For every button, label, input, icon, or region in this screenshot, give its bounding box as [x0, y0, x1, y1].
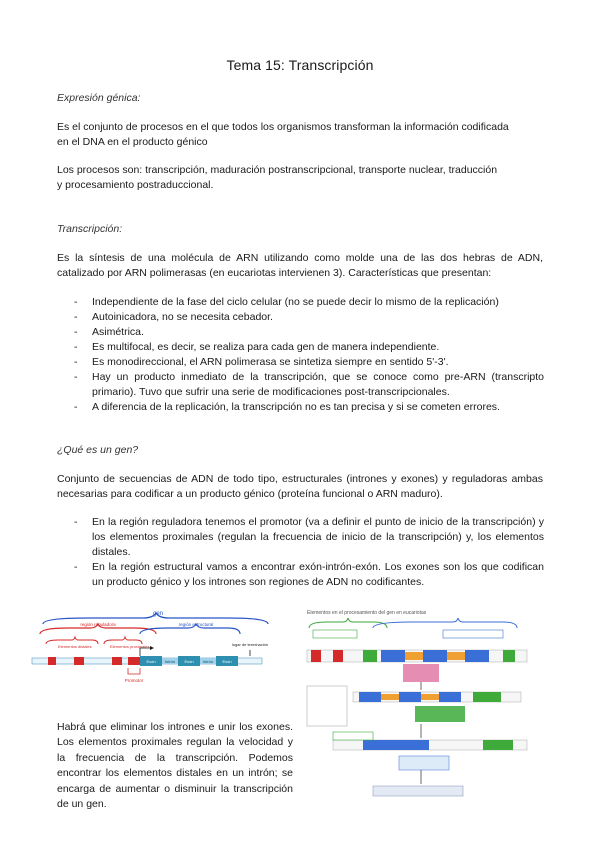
exon-block: [363, 740, 385, 750]
note-box: [307, 686, 347, 726]
section-heading-expresion: Expresión génica:: [57, 92, 141, 104]
exon-block: [381, 650, 405, 662]
polymerase-box: [403, 664, 439, 682]
element-block: [311, 650, 321, 662]
exon-block: [385, 740, 407, 750]
proximal-brace: [104, 637, 142, 644]
distal-element-block: [74, 657, 84, 665]
exon-block: [423, 650, 447, 662]
exon-label: Exón: [146, 659, 156, 664]
distal-element-block: [48, 657, 56, 665]
exon-block: [407, 740, 429, 750]
paragraph-transcripcion-intro: Es la síntesis de una molécula de ARN utilizando como molde una de las dos hebras de ADN, catalizado por ARN polimerasas (en eucariotas intervienen 3). Características que presentan:: [57, 252, 543, 279]
gen-label: gen: [152, 611, 164, 617]
tail-block: [473, 692, 501, 702]
exon-block: [399, 692, 421, 702]
exon-block: [439, 692, 461, 702]
paragraph-gen-intro: Conjunto de secuencias de ADN de todo tipo, estructurales (intrones y exones) y reguladoras ambas necesarias para codificar a un producto génico (proteína funcional o ARN maduro).: [57, 473, 543, 500]
section-heading-transcripcion: Transcripción:: [57, 223, 123, 235]
distal-brace: [46, 637, 98, 644]
label-box: [313, 630, 357, 638]
svg-text:Intrón: Intrón: [202, 659, 214, 664]
list-item: - A diferencia de la replicación, la transcripción no es tan precisa y si se cometen errores.: [74, 400, 544, 415]
intron-block: [447, 652, 465, 660]
list-item: - Es multifocal, es decir, se realiza para cada gen de manera independiente.: [74, 340, 544, 355]
list-transcripcion-caracteristicas: [74, 295, 544, 415]
paragraph-side-text: Habrá que eliminar los intrones e unir los exones. Los elementos proximales regulan la velocidad y la frecuencia de la transcripción. Podemos encontrar los elementos distales en un intrón; se encarga de aumentar o disminuir la transcripción de un gen.: [57, 721, 293, 811]
list-item: - En la región estructural vamos a encontrar exón-intrón-exón. Los exones son los que codifican un producto génico y los intrones son regiones de ADN no codificantes.: [74, 560, 544, 590]
proximal-element-block: [112, 657, 122, 665]
list-item: - Autoinicadora, no se necesita cebador.: [74, 310, 544, 325]
list-item: - Independiente de la fase del ciclo celular (no se puede decir lo mismo de la replicación): [74, 295, 544, 310]
distal-label: Elementos distales: [58, 644, 92, 649]
list-gen-regiones: [74, 515, 544, 590]
transcription-start-arrow: [140, 648, 150, 656]
promoter-block: [128, 657, 140, 665]
intron-block: [421, 694, 439, 700]
section-heading-gen: ¿Qué es un gen?: [57, 444, 139, 456]
svg-text:Exón: Exón: [222, 659, 232, 664]
regulatory-label: región reguladora: [80, 622, 116, 627]
promoter-block: [363, 650, 377, 662]
tail-block: [483, 740, 513, 750]
gene-processing-figure: [303, 606, 543, 802]
regulatory-brace: [309, 618, 387, 628]
termination-label: lugar de terminación: [231, 642, 269, 647]
list-item: - Hay un producto inmediato de la transcripción, que se conoce como pre-ARN (transcripto primario). Tuvo que sufrir una serie de modificaciones post-transcripcionales.: [74, 370, 544, 400]
label-box: [333, 732, 373, 740]
figure-title: Elementos en el procesamiento del gen en eucariotas: [307, 610, 427, 616]
paragraph-expresion-procesos: Los procesos son: transcripción, maduración postranscripcional, transporte nuclear, traducción y procesamiento postraduccional.: [57, 164, 498, 191]
list-item: - Es monodireccional, el ARN polimerasa se sintetiza siempre en sentido 5'-3'.: [74, 355, 544, 370]
svg-text:Exón: Exón: [184, 659, 194, 664]
gene-structure-figure: [28, 610, 280, 690]
processing-box: [415, 706, 465, 722]
exon-block: [465, 650, 489, 662]
exon-block: [359, 692, 381, 702]
promoter-label: Promotor: [124, 678, 144, 683]
page-title: Tema 15: Transcripción: [226, 57, 374, 73]
label-box: [443, 630, 503, 638]
terminator-block: [503, 650, 515, 662]
intron-block: [405, 652, 423, 660]
gene-brace: [373, 618, 517, 628]
intron-label: Intrón: [164, 659, 176, 664]
proximal-label: Elementos proximales: [110, 644, 150, 649]
paragraph-expresion-definition: Es el conjunto de procesos en el que todos los organismos transforman la información codificada en el DNA en el producto génico: [57, 121, 509, 148]
list-item: - En la región reguladora tenemos el promotor (va a definir el punto de inicio de la transcripción) y los elementos proximales (regulan la frecuencia de inicio de la transcripción) y, los elementos distales.: [74, 515, 544, 560]
intron-block: [381, 694, 399, 700]
protein-row: [373, 786, 463, 796]
protein-box: [399, 756, 449, 770]
structural-label: región estructural: [178, 622, 214, 627]
element-block: [333, 650, 343, 662]
list-item: - Asimétrica.: [74, 325, 544, 340]
